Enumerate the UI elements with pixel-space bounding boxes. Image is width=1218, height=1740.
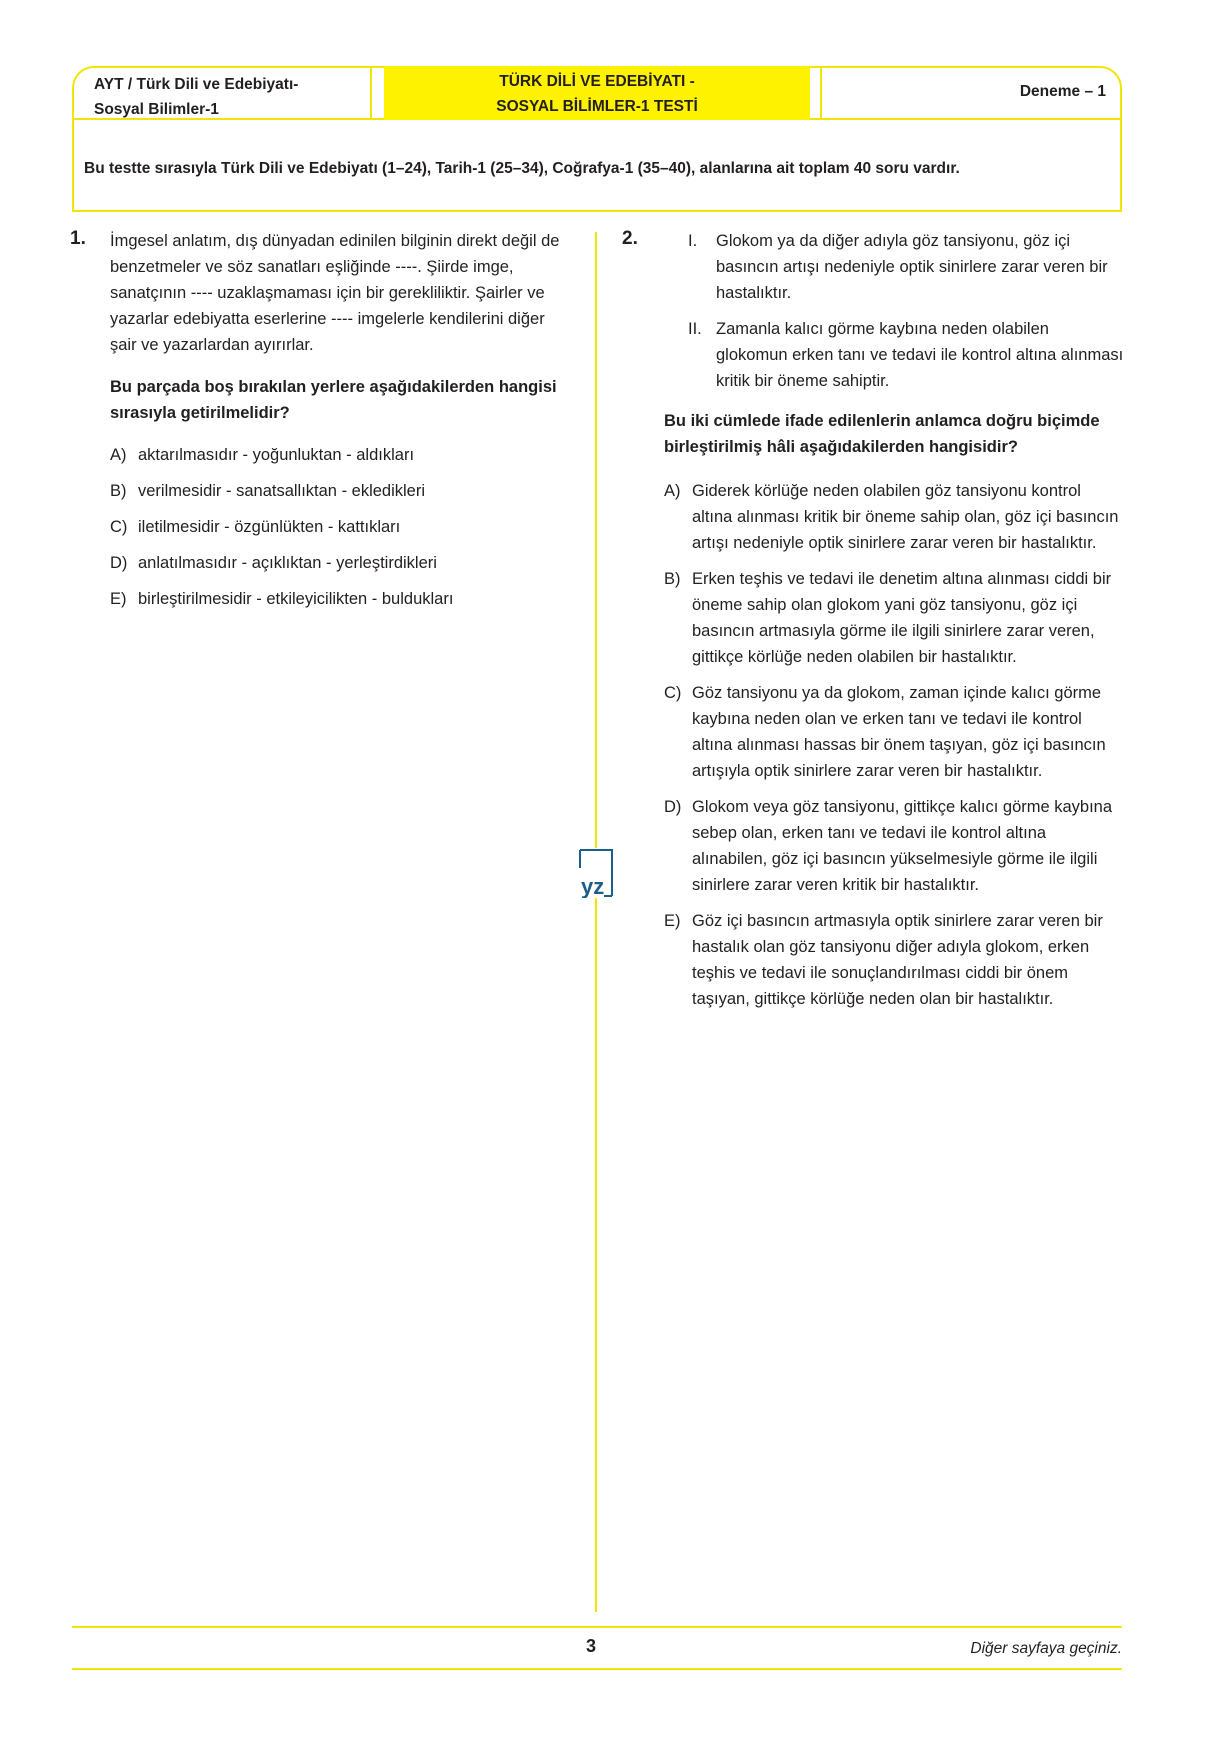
question-2-sentence-1: [688, 228, 1124, 306]
option-text: birleştirilmesidir - etkileyicilikten - buldukları: [138, 590, 454, 608]
header-title-box: [384, 66, 810, 120]
header-left-line1: AYT / Türk Dili ve Edebiyatı-: [94, 76, 299, 93]
header-left-box: [72, 66, 370, 120]
option-letter: C): [110, 518, 128, 536]
question-1-option-d[interactable]: [110, 550, 570, 576]
option-text: Göz içi basıncın artmasıyla optik sinirlere zarar veren bir hastalık olan göz tansiyonu diğer adıyla glokom, erken teşhis ve tedavi ile sonuçlandırılması ciddi bir önem taşıyan, gittikçe körlüğe neden olan bir hastalıktır.: [692, 912, 1103, 1008]
question-2-option-a[interactable]: [664, 478, 1124, 556]
header-divider: [370, 66, 372, 120]
logo-icon: [578, 848, 614, 898]
question-1-passage: İmgesel anlatım, dış dünyadan edinilen bilginin direkt değil de benzetmeler ve söz sanatları eşliğinde ----. Şiirde imge, sanatçının ---- uzaklaşmaması için bir gerekliliktir. Şairler ve yazarlar edebiyatta eserlerine ---- imgelerle kendilerini diğer şair ve yazarlardan ayırırlar.: [110, 232, 560, 354]
question-1-option-c[interactable]: [110, 514, 570, 540]
option-letter: E): [110, 590, 127, 608]
question-2: [664, 228, 1124, 1022]
header-left-line2: Sosyal Bilimler-1: [94, 101, 219, 118]
question-1-option-e[interactable]: [110, 586, 570, 612]
column-divider: [595, 232, 597, 1612]
option-text: iletilmesidir - özgünlükten - kattıkları: [138, 518, 401, 536]
option-text: anlatılmasıdır - açıklıktan - yerleştirdikleri: [138, 554, 437, 572]
option-letter: A): [664, 482, 681, 500]
option-letter: E): [664, 912, 681, 930]
question-1-number: 1.: [70, 228, 86, 249]
header-right-box: [820, 66, 1122, 120]
option-letter: D): [110, 554, 128, 572]
option-text: aktarılmasıdır - yoğunluktan - aldıkları: [138, 446, 415, 464]
option-text: Giderek körlüğe neden olabilen göz tansiyonu kontrol altına alınması kritik bir öneme sahip olan, göz içi basıncın artışı nedeniyle optik sinirlere zarar veren bir hastalıktır.: [692, 482, 1119, 552]
question-2-sentence-2: [688, 316, 1124, 394]
exam-label: Deneme – 1: [1019, 83, 1106, 100]
option-letter: D): [664, 798, 682, 816]
option-letter: C): [664, 684, 682, 702]
logo-text: yz: [581, 874, 605, 898]
next-page-note: Diğer sayfaya geçiniz.: [970, 1640, 1122, 1657]
header-title-line1: TÜRK DİLİ VE EDEBİYATI -: [499, 73, 695, 90]
question-2-options: [664, 478, 1124, 1012]
header-title-line2: SOSYAL BİLİMLER-1 TESTİ: [496, 98, 698, 115]
sentence-text: Zamanla kalıcı görme kaybına neden olabilen glokomun erken tanı ve tedavi ile kontrol altına alınması kritik bir öneme sahiptir.: [716, 320, 1124, 390]
question-1: [110, 228, 570, 622]
question-2-option-e[interactable]: [664, 908, 1124, 1012]
option-letter: B): [110, 482, 127, 500]
question-2-sentences: [664, 228, 1124, 394]
question-2-stem: Bu iki cümlede ifade edilenlerin anlamca doğru biçimde birleştirilmiş hâli aşağıdakilerden hangisidir?: [664, 412, 1100, 456]
logo: [578, 848, 614, 898]
footer-bottom-rule: [72, 1668, 1122, 1670]
question-2-number: 2.: [622, 228, 638, 249]
option-text: Erken teşhis ve tedavi ile denetim altına alınması ciddi bir öneme sahip olan glokom yani göz tansiyonu, göz içi basıncın artmasıyla görme ile ilgili sinirlere zarar veren, gittikçe körlüğe neden olabilen bir hastalıktır.: [692, 570, 1112, 666]
roman-numeral: II.: [688, 320, 702, 338]
option-letter: B): [664, 570, 681, 588]
option-text: verilmesidir - sanatsallıktan - ekledikleri: [138, 482, 426, 500]
question-2-option-b[interactable]: [664, 566, 1124, 670]
option-letter: A): [110, 446, 127, 464]
roman-numeral: I.: [688, 232, 698, 250]
question-2-option-c[interactable]: [664, 680, 1124, 784]
footer-top-rule: [72, 1626, 1122, 1628]
option-text: Göz tansiyonu ya da glokom, zaman içinde kalıcı görme kaybına neden olan ve erken tanı ve tedavi ile kontrol altına alınması hassas bir önem taşıyan, göz içi basıncın artışıyla optik sinirlere zarar veren bir hastalıktır.: [692, 684, 1106, 780]
question-1-option-a[interactable]: [110, 442, 570, 468]
question-1-option-b[interactable]: [110, 478, 570, 504]
info-box: [72, 120, 1122, 212]
sentence-text: Glokom ya da diğer adıyla göz tansiyonu, göz içi basıncın artışı nedeniyle optik sinirlere zarar veren bir hastalıktır.: [716, 232, 1108, 302]
info-text: Bu testte sırasıyla Türk Dili ve Edebiyatı (1–24), Tarih-1 (25–34), Coğrafya-1 (35–40), alanlarına ait toplam 40 soru vardır.: [84, 160, 960, 177]
question-2-option-d[interactable]: [664, 794, 1124, 898]
option-text: Glokom veya göz tansiyonu, gittikçe kalıcı görme kaybına sebep olan, erken tanı ve tedavi ile kontrol altına alınabilen, göz içi basıncın yükselmesiyle görme ile ilgili sinirlere zarar veren kritik bir hastalıktır.: [692, 798, 1113, 894]
page-number: 3: [586, 1636, 597, 1656]
question-1-stem: Bu parçada boş bırakılan yerlere aşağıdakilerden hangisi sırasıyla getirilmelidir?: [110, 378, 557, 422]
question-1-options: [110, 442, 570, 612]
